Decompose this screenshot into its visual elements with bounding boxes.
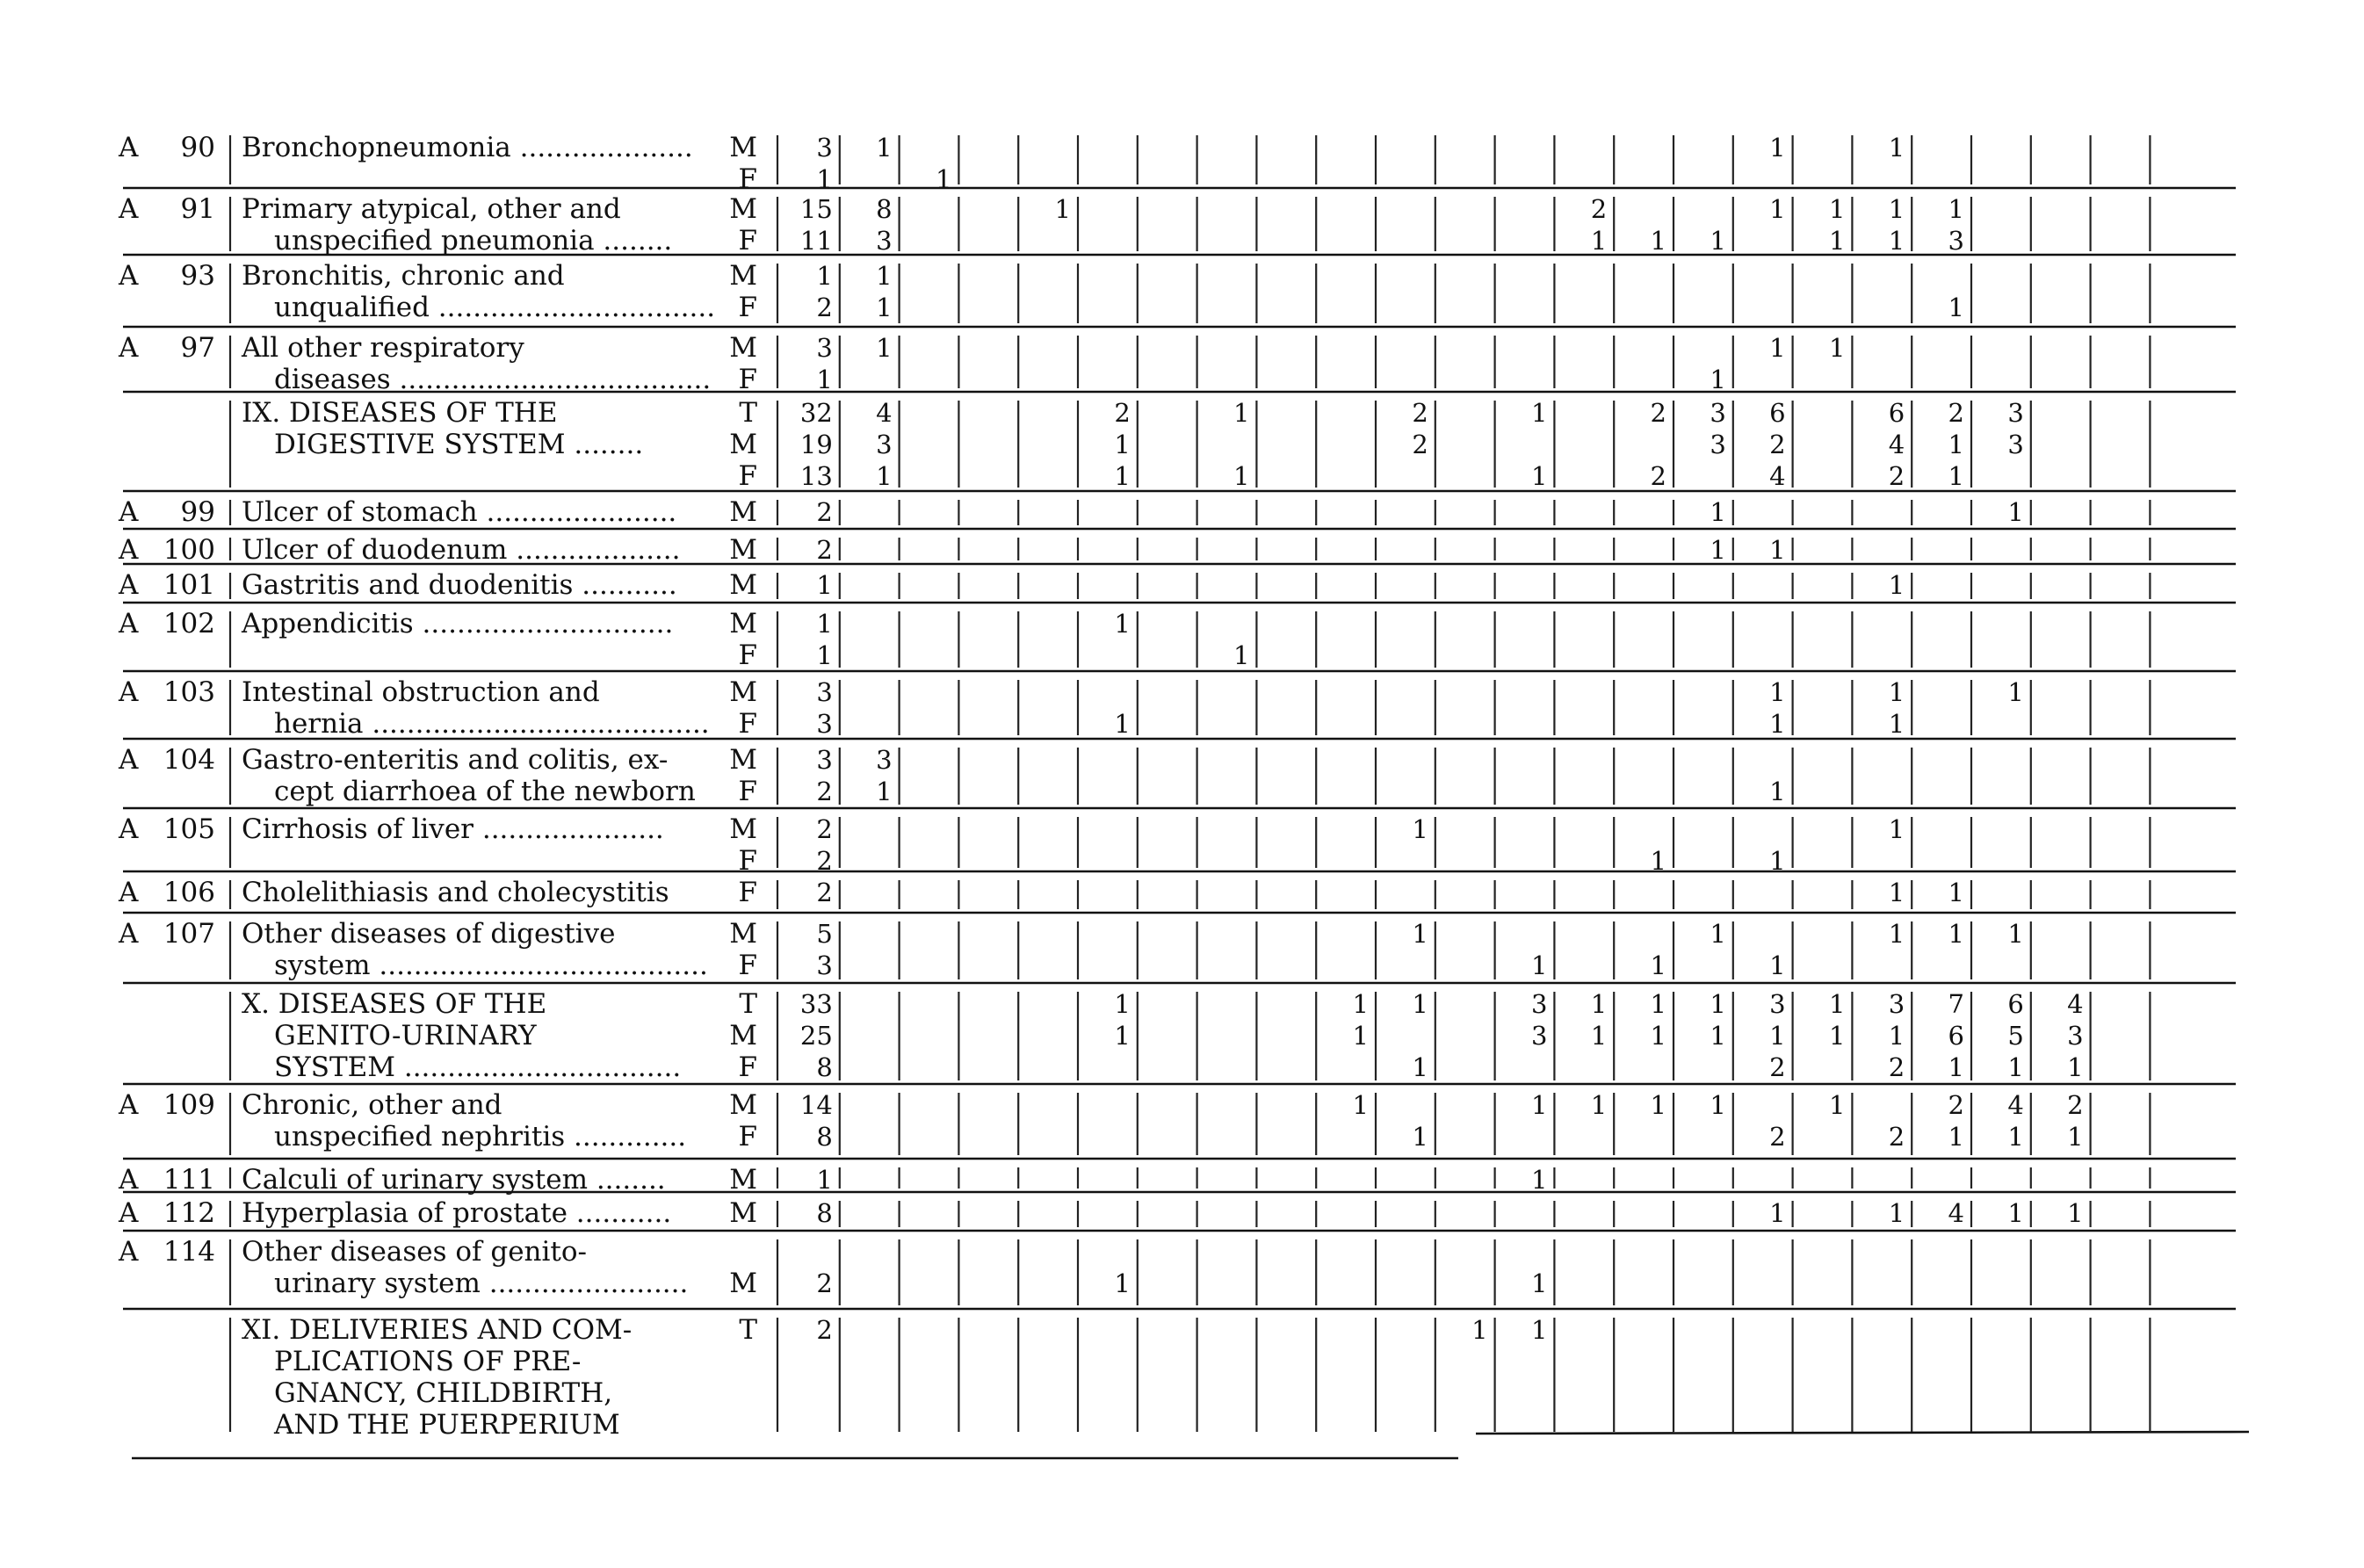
count-cell: 14	[799, 1090, 833, 1120]
count-cell: 1	[1710, 989, 1726, 1019]
row-description: Intestinal obstruction and	[242, 676, 600, 708]
count-cell: 1	[1530, 461, 1548, 491]
count-cell: 1	[816, 261, 833, 291]
row-description: Calculi of urinary system ........	[242, 1164, 666, 1196]
row-description: Primary atypical, other and	[242, 193, 621, 225]
row-sex-label: F	[738, 845, 757, 877]
count-cell: 1	[1590, 1090, 1608, 1120]
count-cell: 6	[1948, 1021, 1964, 1051]
count-cell: 1	[1233, 398, 1250, 428]
count-cell: 1	[1888, 1198, 1905, 1228]
count-cell: 5	[816, 919, 833, 949]
row-code-number: 97	[180, 332, 215, 364]
count-cell: 1	[2007, 1122, 2024, 1152]
count-cell: 7	[1948, 989, 1964, 1019]
count-cell: 3	[1888, 989, 1905, 1019]
count-cell: 1	[1828, 989, 1846, 1019]
row-description: Chronic, other and	[242, 1089, 502, 1121]
row-sex-label: M	[729, 429, 757, 460]
count-cell: 1	[1650, 1021, 1666, 1051]
count-cell: 2	[1412, 430, 1428, 459]
count-cell: 2	[1948, 1090, 1964, 1120]
row-description: Appendicitis .............................	[242, 608, 674, 639]
count-cell: 19	[799, 430, 833, 459]
row-sex-label: M	[729, 1164, 757, 1196]
row-description: Cirrhosis of liver .....................	[242, 813, 664, 845]
count-cell: 1	[876, 461, 893, 491]
row-sex-label: M	[729, 534, 757, 566]
count-cell: 3	[816, 745, 833, 775]
count-cell: 1	[1530, 398, 1548, 428]
count-cell: 2	[816, 878, 833, 907]
row-sex-label: M	[729, 193, 757, 225]
row-code-number: 104	[163, 744, 215, 776]
count-cell: 1	[1114, 609, 1131, 639]
row-code-prefix: A	[119, 496, 139, 528]
count-cell: 1	[1590, 989, 1608, 1019]
count-cell: 1	[2007, 919, 2024, 949]
count-cell: 4	[876, 398, 893, 428]
row-sex-label: M	[729, 676, 757, 708]
count-cell: 1	[876, 333, 893, 363]
row-description: Bronchopneumonia ....................	[242, 132, 693, 163]
count-cell: 6	[1769, 398, 1786, 428]
count-cell: 2	[816, 497, 833, 527]
count-cell: 3	[1769, 989, 1786, 1019]
count-cell: 2	[1769, 1052, 1786, 1082]
row-sex-label: M	[729, 569, 757, 601]
count-cell: 8	[816, 1198, 833, 1228]
count-cell: 11	[799, 226, 833, 256]
row-description: cept diarrhoea of the newborn	[274, 776, 696, 807]
row-code-prefix: A	[119, 569, 139, 601]
row-description: system ......................................	[274, 950, 708, 981]
row-description: XI. DELIVERIES AND COM-	[242, 1314, 633, 1346]
count-cell: 3	[876, 430, 893, 459]
count-cell: 2	[1888, 1122, 1905, 1152]
row-sex-label: F	[738, 1051, 757, 1083]
count-cell: 1	[816, 640, 833, 670]
count-cell: 1	[2007, 1198, 2024, 1228]
count-cell: 3	[1710, 398, 1726, 428]
row-sex-label: M	[729, 1268, 757, 1299]
count-cell: 25	[799, 1021, 833, 1051]
row-description: diseases ....................................	[274, 364, 712, 395]
row-sex-label: M	[729, 132, 757, 163]
count-cell: 3	[1530, 1021, 1548, 1051]
row-code-number: 90	[180, 132, 215, 163]
count-cell: 1	[1114, 430, 1131, 459]
count-cell: 1	[935, 164, 952, 194]
row-sex-label: M	[729, 918, 757, 950]
count-cell: 1	[1828, 1021, 1846, 1051]
count-cell: 1	[2067, 1052, 2084, 1082]
count-cell: 1	[1650, 989, 1666, 1019]
count-cell: 1	[1769, 333, 1786, 363]
row-code-prefix: A	[119, 332, 139, 364]
row-description: Gastritis and duodenitis ...........	[242, 569, 677, 601]
count-cell: 1	[2067, 1198, 2084, 1228]
row-code-prefix: A	[119, 608, 139, 639]
count-cell: 1	[1769, 1021, 1786, 1051]
row-code-number: 114	[163, 1236, 215, 1268]
count-cell: 1	[1233, 461, 1250, 491]
count-cell: 1	[1530, 1090, 1548, 1120]
count-cell: 1	[1590, 1021, 1608, 1051]
count-cell: 3	[2007, 398, 2024, 428]
count-cell: 1	[1769, 950, 1786, 980]
row-code-number: 100	[163, 534, 215, 566]
count-cell: 33	[799, 989, 833, 1019]
row-sex-label: F	[738, 950, 757, 981]
count-cell: 2	[1650, 461, 1666, 491]
count-cell: 2	[1948, 398, 1964, 428]
row-sex-label: F	[738, 877, 757, 908]
count-cell: 1	[1710, 497, 1726, 527]
count-cell: 3	[816, 950, 833, 980]
row-code-prefix: A	[119, 877, 139, 908]
row-sex-label: F	[738, 163, 757, 195]
count-cell: 1	[816, 609, 833, 639]
count-cell: 1	[1650, 846, 1666, 876]
row-description: Gastro-enteritis and colitis, ex-	[242, 744, 669, 776]
count-cell: 1	[1948, 1122, 1964, 1152]
count-cell: 1	[1530, 950, 1548, 980]
row-description: unqualified ................................	[274, 292, 716, 323]
row-description: PLICATIONS OF PRE-	[274, 1346, 582, 1377]
count-cell: 3	[876, 745, 893, 775]
count-cell: 8	[876, 194, 893, 224]
row-sex-label: F	[738, 225, 757, 257]
count-cell: 1	[816, 570, 833, 600]
count-cell: 1	[1888, 570, 1905, 600]
count-cell: 1	[1710, 1090, 1726, 1120]
row-description: AND THE PUERPERIUM	[274, 1409, 620, 1441]
row-code-prefix: A	[119, 1236, 139, 1268]
count-cell: 2	[1412, 398, 1428, 428]
row-description: IX. DISEASES OF THE	[242, 397, 558, 429]
count-cell: 1	[1710, 1021, 1726, 1051]
count-cell: 1	[1888, 133, 1905, 163]
count-cell: 1	[876, 261, 893, 291]
count-cell: 1	[1650, 1090, 1666, 1120]
count-cell: 6	[2007, 989, 2024, 1019]
count-cell: 1	[1530, 1315, 1548, 1345]
count-cell: 2	[1888, 461, 1905, 491]
count-cell: 1	[1948, 1052, 1964, 1082]
row-code-prefix: A	[119, 744, 139, 776]
count-cell: 1	[1710, 226, 1726, 256]
count-cell: 15	[799, 194, 833, 224]
count-cell: 3	[876, 226, 893, 256]
count-cell: 2	[2067, 1090, 2084, 1120]
count-cell: 1	[1888, 709, 1905, 739]
row-sex-label: M	[729, 608, 757, 639]
row-code-number: 112	[163, 1197, 215, 1229]
row-sex-label: M	[729, 1089, 757, 1121]
count-cell: 1	[1650, 950, 1666, 980]
row-description: GENITO-URINARY	[274, 1020, 537, 1051]
count-cell: 1	[1888, 677, 1905, 707]
row-sex-label: F	[738, 460, 757, 492]
count-cell: 1	[1769, 535, 1786, 565]
row-sex-label: M	[729, 744, 757, 776]
count-cell: 3	[816, 333, 833, 363]
count-cell: 1	[1352, 1090, 1369, 1120]
row-sex-label: T	[739, 988, 757, 1020]
row-sex-label: M	[729, 496, 757, 528]
count-cell: 1	[1650, 226, 1666, 256]
row-sex-label: F	[738, 639, 757, 671]
row-code-number: 106	[163, 877, 215, 908]
count-cell: 1	[1590, 226, 1608, 256]
count-cell: 1	[1710, 535, 1726, 565]
count-cell: 2	[1590, 194, 1608, 224]
row-code-number: 99	[180, 496, 215, 528]
row-description: Hyperplasia of prostate ...........	[242, 1197, 672, 1229]
count-cell: 4	[1769, 461, 1786, 491]
count-cell: 1	[2007, 1052, 2024, 1082]
count-cell: 1	[1888, 226, 1905, 256]
row-description: All other respiratory	[242, 332, 524, 364]
count-cell: 1	[816, 365, 833, 394]
count-cell: 3	[816, 133, 833, 163]
count-cell: 3	[1710, 430, 1726, 459]
count-cell: 3	[816, 709, 833, 739]
count-cell: 32	[799, 398, 833, 428]
count-cell: 1	[1710, 919, 1726, 949]
row-description: Other diseases of genito-	[242, 1236, 588, 1268]
row-code-number: 103	[163, 676, 215, 708]
count-cell: 1	[1948, 919, 1964, 949]
count-cell: 1	[876, 293, 893, 322]
count-cell: 3	[1530, 989, 1548, 1019]
row-code-prefix: A	[119, 813, 139, 845]
count-cell: 1	[1888, 919, 1905, 949]
count-cell: 2	[1888, 1052, 1905, 1082]
count-cell: 2	[1769, 1122, 1786, 1152]
row-code-number: 102	[163, 608, 215, 639]
row-code-prefix: A	[119, 534, 139, 566]
count-cell: 1	[2007, 497, 2024, 527]
row-description: SYSTEM ................................	[274, 1051, 682, 1083]
row-code-prefix: A	[119, 1197, 139, 1229]
count-cell: 1	[1888, 878, 1905, 907]
count-cell: 2	[816, 1315, 833, 1345]
count-cell: 1	[1769, 777, 1786, 806]
row-sex-label: F	[738, 1121, 757, 1153]
count-cell: 2	[816, 846, 833, 876]
count-cell: 1	[1828, 226, 1846, 256]
count-cell: 13	[799, 461, 833, 491]
count-cell: 1	[1412, 1052, 1428, 1082]
row-code-number: 101	[163, 569, 215, 601]
count-cell: 3	[2007, 430, 2024, 459]
count-cell: 2	[816, 535, 833, 565]
count-cell: 1	[1828, 333, 1846, 363]
row-sex-label: F	[738, 708, 757, 740]
row-sex-label: F	[738, 292, 757, 323]
row-code-prefix: A	[119, 132, 139, 163]
row-description: GNANCY, CHILDBIRTH,	[274, 1377, 613, 1409]
row-sex-label: T	[739, 397, 757, 429]
row-code-prefix: A	[119, 1164, 139, 1196]
count-cell: 1	[1769, 846, 1786, 876]
row-description: hernia .......................................	[274, 708, 710, 740]
count-cell: 1	[1114, 1268, 1131, 1298]
count-cell: 8	[816, 1052, 833, 1082]
count-cell: 3	[1948, 226, 1964, 256]
row-sex-label: M	[729, 260, 757, 292]
count-cell: 1	[1888, 1021, 1905, 1051]
row-code-number: 91	[180, 193, 215, 225]
row-code-prefix: A	[119, 918, 139, 950]
count-cell: 1	[1828, 1090, 1846, 1120]
count-cell: 1	[816, 164, 833, 194]
row-code-number: 107	[163, 918, 215, 950]
row-code-number: 93	[180, 260, 215, 292]
row-code-number: 105	[163, 813, 215, 845]
count-cell: 1	[1710, 365, 1726, 394]
count-cell: 1	[1828, 194, 1846, 224]
count-cell: 3	[2067, 1021, 2084, 1051]
count-cell: 8	[816, 1122, 833, 1152]
count-cell: 1	[1114, 461, 1131, 491]
count-cell: 1	[1948, 293, 1964, 322]
count-cell: 2	[1650, 398, 1666, 428]
count-cell: 1	[1352, 989, 1369, 1019]
row-description: unspecified pneumonia ........	[274, 225, 673, 257]
row-code-prefix: A	[119, 676, 139, 708]
row-sex-label: F	[738, 776, 757, 807]
count-cell: 1	[2067, 1122, 2084, 1152]
row-sex-label: M	[729, 813, 757, 845]
count-cell: 2	[1114, 398, 1131, 428]
row-sex-label: T	[739, 1314, 757, 1346]
count-cell: 1	[1114, 709, 1131, 739]
count-cell: 4	[1948, 1198, 1964, 1228]
count-cell: 1	[1888, 194, 1905, 224]
row-description: Bronchitis, chronic and	[242, 260, 565, 292]
count-cell: 1	[2007, 677, 2024, 707]
count-cell: 1	[1054, 194, 1071, 224]
row-code-prefix: A	[119, 1089, 139, 1121]
count-cell: 1	[1948, 194, 1964, 224]
count-cell: 2	[816, 814, 833, 844]
row-code-prefix: A	[119, 260, 139, 292]
row-sex-label: F	[738, 364, 757, 395]
row-sex-label: M	[729, 332, 757, 364]
count-cell: 1	[1769, 1198, 1786, 1228]
row-code-number: 111	[163, 1164, 215, 1196]
count-cell: 1	[1412, 989, 1428, 1019]
count-cell: 2	[816, 293, 833, 322]
row-code-prefix: A	[119, 193, 139, 225]
count-cell: 1	[1530, 1268, 1548, 1298]
row-sex-label: M	[729, 1197, 757, 1229]
count-cell: 1	[1114, 1021, 1131, 1051]
row-description: Cholelithiasis and cholecystitis	[242, 877, 669, 908]
count-cell: 1	[816, 1165, 833, 1195]
count-cell: 6	[1888, 398, 1905, 428]
row-description: Ulcer of duodenum ...................	[242, 534, 681, 566]
count-cell: 1	[1233, 640, 1250, 670]
row-description: X. DISEASES OF THE	[242, 988, 547, 1020]
count-cell: 1	[1530, 1165, 1548, 1195]
count-cell: 1	[1769, 194, 1786, 224]
count-cell: 4	[2067, 989, 2084, 1019]
count-cell: 1	[1471, 1315, 1488, 1345]
count-cell: 1	[876, 777, 893, 806]
count-cell: 1	[1948, 461, 1964, 491]
count-cell: 1	[1948, 430, 1964, 459]
row-sex-label: M	[729, 1020, 757, 1051]
count-cell: 1	[1412, 919, 1428, 949]
count-cell: 1	[1352, 1021, 1369, 1051]
count-cell: 1	[1769, 709, 1786, 739]
count-cell: 2	[816, 1268, 833, 1298]
row-description: Ulcer of stomach ......................	[242, 496, 677, 528]
count-cell: 4	[2007, 1090, 2024, 1120]
count-cell: 1	[1412, 814, 1428, 844]
row-description: Other diseases of digestive	[242, 918, 616, 950]
count-cell: 1	[876, 133, 893, 163]
count-cell: 1	[1114, 989, 1131, 1019]
row-description: unspecified nephritis .............	[274, 1121, 687, 1153]
count-cell: 1	[1769, 133, 1786, 163]
count-cell: 3	[816, 677, 833, 707]
count-cell: 5	[2007, 1021, 2024, 1051]
count-cell: 1	[1412, 1122, 1428, 1152]
count-cell: 1	[1888, 814, 1905, 844]
row-description: urinary system .......................	[274, 1268, 689, 1299]
count-cell: 1	[1769, 677, 1786, 707]
row-description: DIGESTIVE SYSTEM ........	[274, 429, 644, 460]
count-cell: 1	[1948, 878, 1964, 907]
bottom-rule	[1476, 1432, 2249, 1434]
count-cell: 4	[1888, 430, 1905, 459]
count-cell: 2	[1769, 430, 1786, 459]
row-code-number: 109	[163, 1089, 215, 1121]
count-cell: 2	[816, 777, 833, 806]
